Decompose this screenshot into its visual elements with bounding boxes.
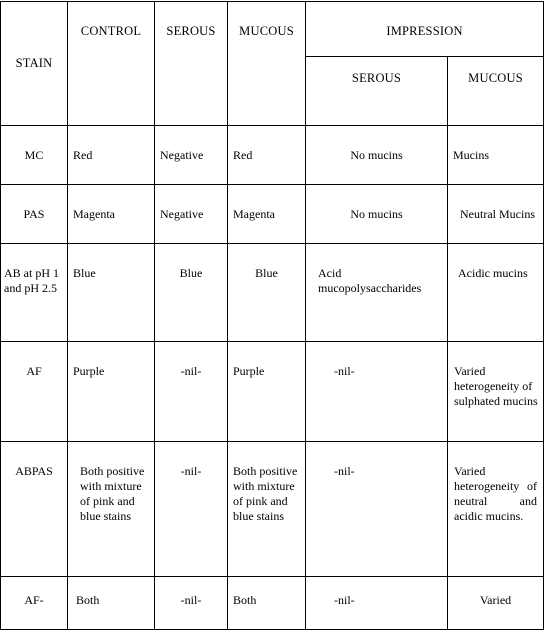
cell-control: Magenta xyxy=(68,185,155,244)
cell-mucous: Red xyxy=(228,126,306,185)
cell-impression-mucous: Acidic mucins xyxy=(448,244,544,342)
cell-impression-mucous: Varied xyxy=(448,577,544,630)
cell-mucous: Both xyxy=(228,577,306,630)
cell-serous: Blue xyxy=(155,244,228,342)
table-row xyxy=(1,185,544,244)
header-serous: SEROUS xyxy=(155,2,228,126)
cell-impression-serous: Acid mucopolysaccharides xyxy=(306,244,448,342)
cell-stain: ABPAS xyxy=(1,442,68,577)
table-row xyxy=(1,244,544,342)
cell-impression-mucous: Varied heterogeneity of sulphated mucins xyxy=(448,342,544,442)
header-stain: STAIN xyxy=(1,2,68,126)
cell-serous: -nil- xyxy=(155,442,228,577)
cell-impression-serous: -nil- xyxy=(306,577,448,630)
cell-impression-mucous: Neutral Mucins xyxy=(448,185,544,244)
cell-control: Both positive with mixture of pink and blue stains xyxy=(68,442,155,577)
cell-impression-serous: -nil- xyxy=(306,342,448,442)
cell-stain: AB at pH 1 and pH 2.5 xyxy=(1,244,68,342)
cell-serous: -nil- xyxy=(155,577,228,630)
header-impression-serous: SEROUS xyxy=(306,57,448,126)
table-row xyxy=(1,442,544,577)
cell-stain: AF- xyxy=(1,577,68,630)
header-impression-mucous: MUCOUS xyxy=(448,57,544,126)
table-row xyxy=(1,342,544,442)
header-impression: IMPRESSION xyxy=(306,2,544,57)
cell-mucous: Blue xyxy=(228,244,306,342)
cell-control: Red xyxy=(68,126,155,185)
cell-control: Both xyxy=(68,577,155,630)
stain-results-table xyxy=(0,1,544,630)
cell-impression-mucous: Mucins xyxy=(448,126,544,185)
cell-stain: MC xyxy=(1,126,68,185)
cell-control: Blue xyxy=(68,244,155,342)
cell-impression-serous: No mucins xyxy=(306,126,448,185)
cell-control: Purple xyxy=(68,342,155,442)
cell-impression-serous: -nil- xyxy=(306,442,448,577)
cell-mucous: Magenta xyxy=(228,185,306,244)
cell-serous: Negative xyxy=(155,185,228,244)
table-row xyxy=(1,577,544,630)
table-row xyxy=(1,126,544,185)
cell-impression-mucous: Varied heterogeneity of neutral and acidic mucins. xyxy=(448,442,544,577)
cell-serous: -nil- xyxy=(155,342,228,442)
cell-stain: PAS xyxy=(1,185,68,244)
cell-stain: AF xyxy=(1,342,68,442)
cell-impression-serous: No mucins xyxy=(306,185,448,244)
cell-mucous: Purple xyxy=(228,342,306,442)
cell-serous: Negative xyxy=(155,126,228,185)
header-row xyxy=(1,2,544,57)
header-mucous: MUCOUS xyxy=(228,2,306,126)
header-control: CONTROL xyxy=(68,2,155,126)
cell-mucous: Both positive with mixture of pink and blue stains xyxy=(228,442,306,577)
